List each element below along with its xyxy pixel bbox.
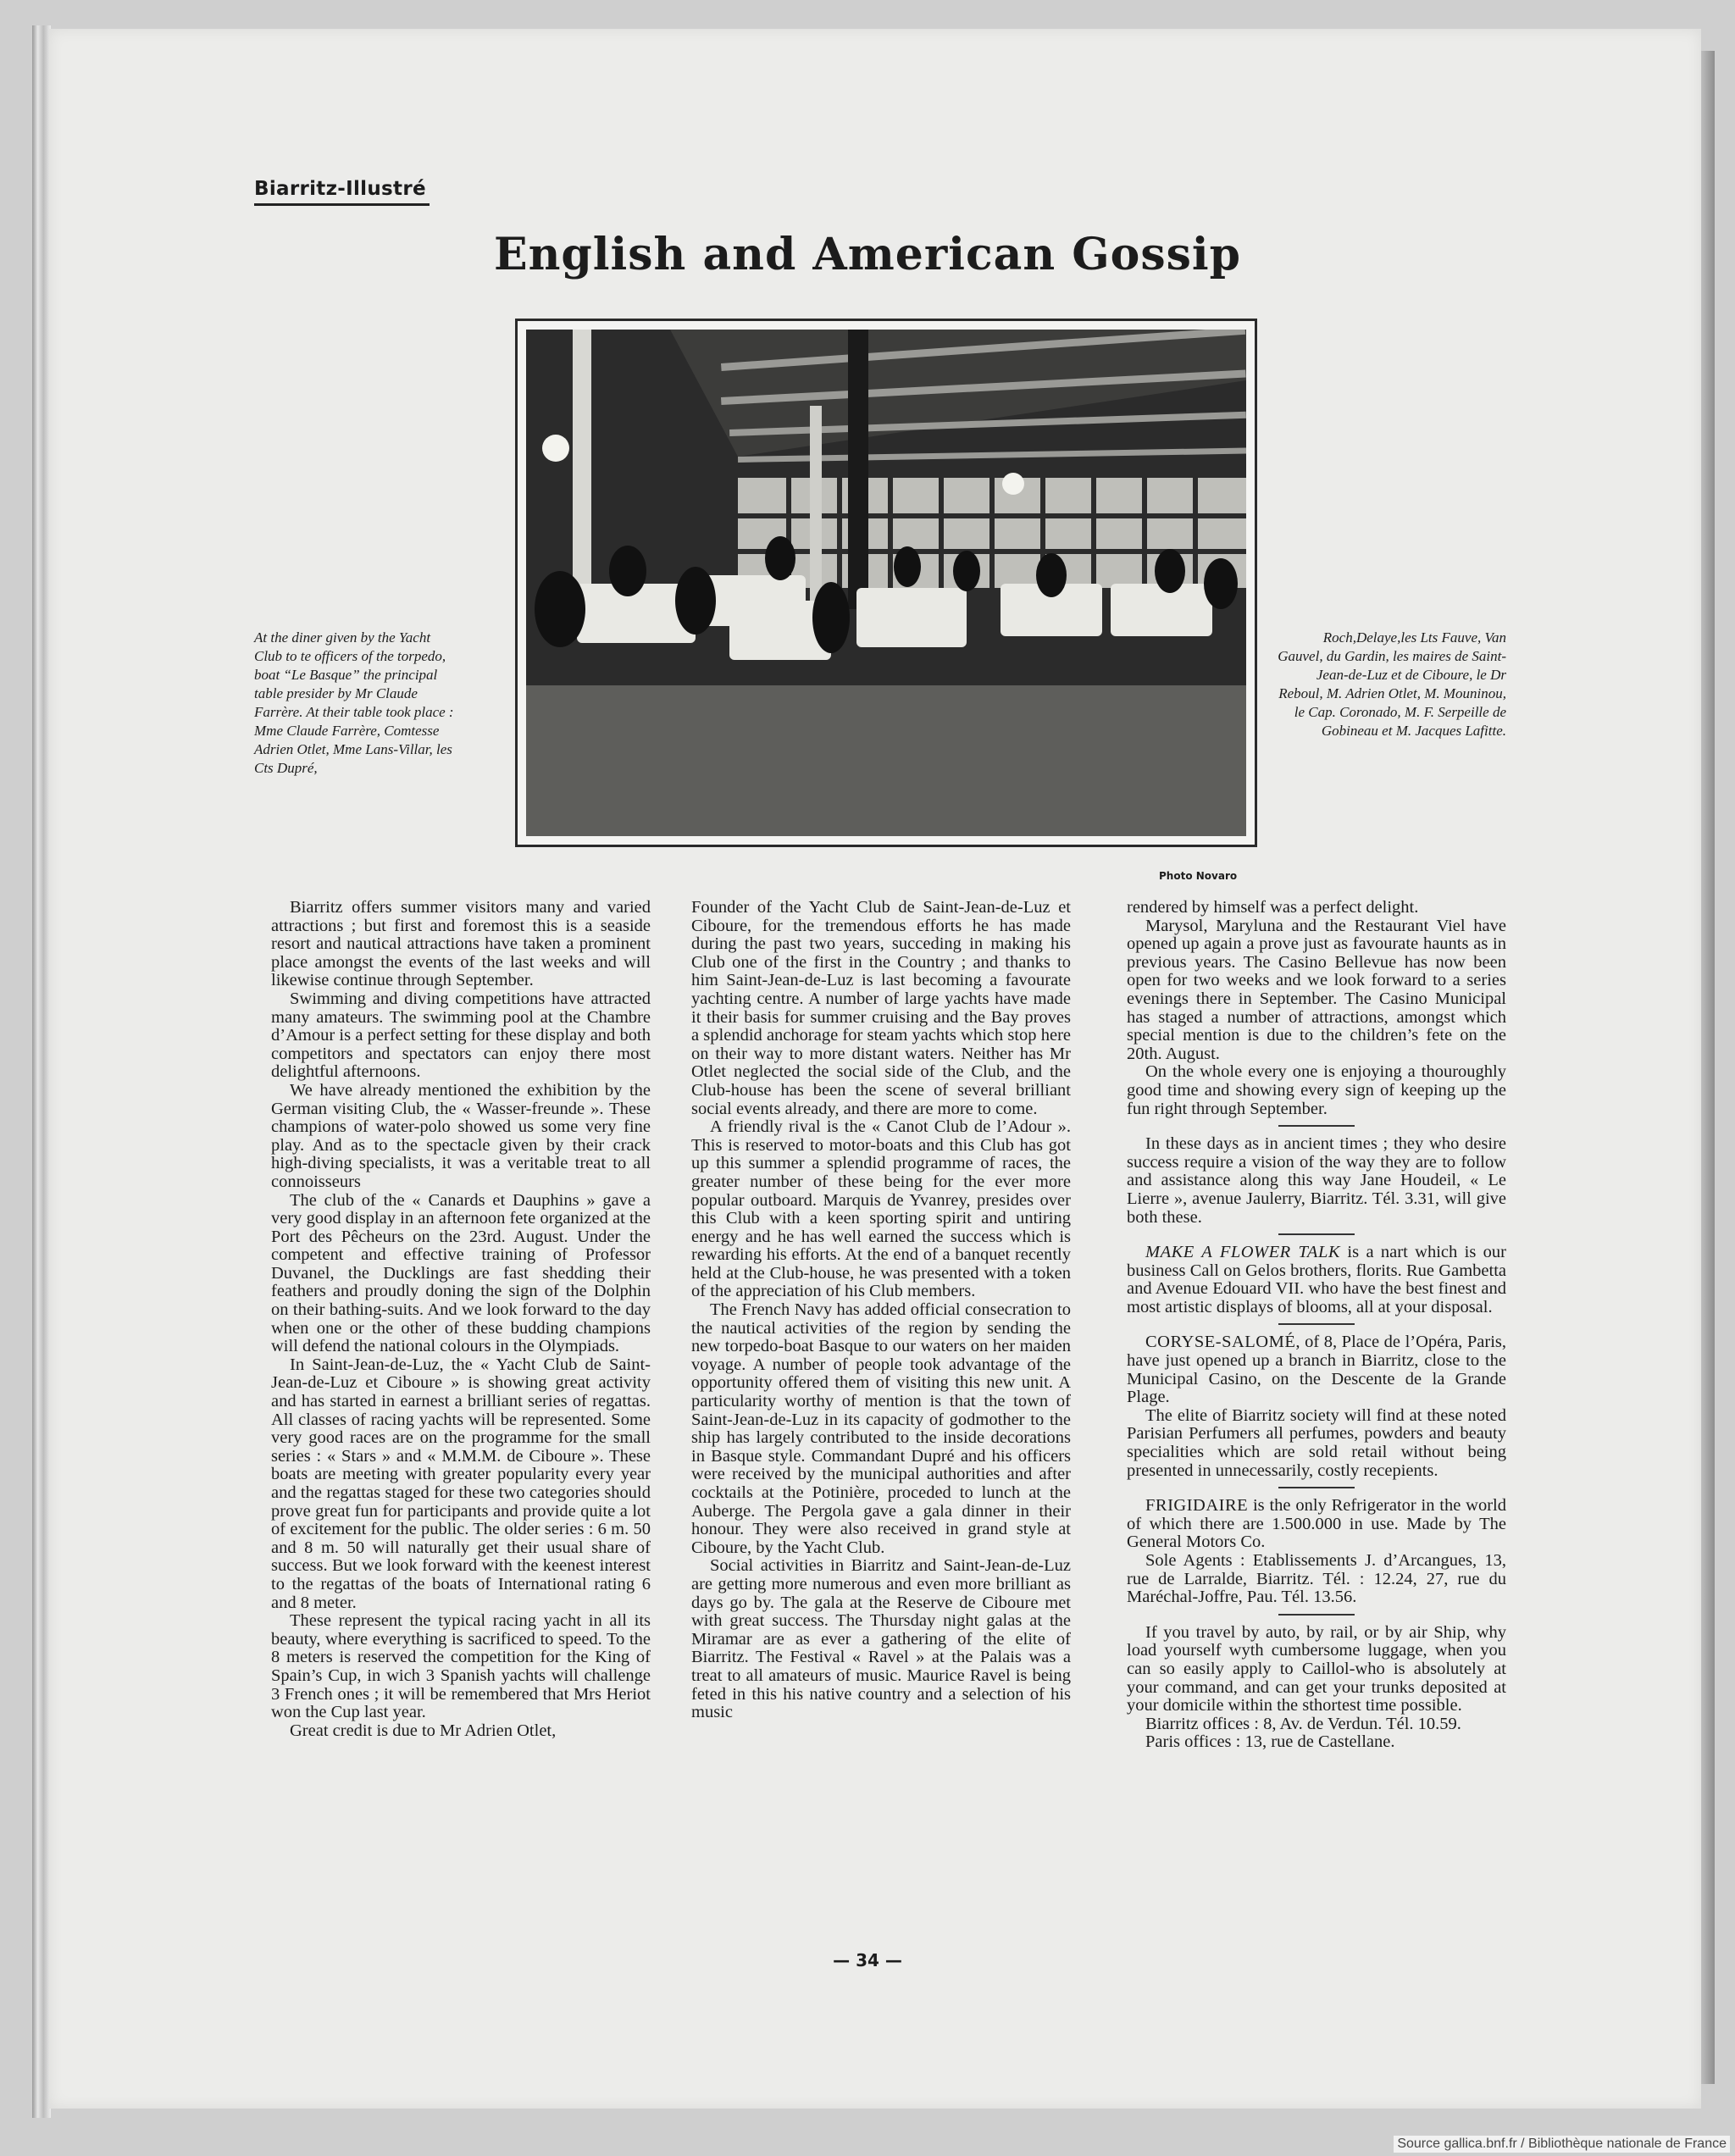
- section-divider: [1278, 1614, 1355, 1616]
- ad-le-lierre: In these days as in ancient times ; they who desire success require a vision of the way they are to follow and assistance along this way Jane Houdeil, « Le Lierre », avenue Jaulerry, Biarritz. Tél. 3.31, will give both these.: [1127, 1134, 1506, 1227]
- dark-post: [848, 330, 868, 609]
- headline: English and American Gossip: [493, 229, 1242, 280]
- photo-caption-right: Roch,Delaye,les Lts Fauve, Van Gauvel, du Gardin, les maires de Saint-Jean-de-Luz et de Ciboure, le Dr Reboul, M. Adrien Otlet, M. Mouninou, le Cap. Coronado, M. F. Serpeille de Gobineau et M. Jacques Lafitte.: [1278, 629, 1506, 739]
- ad-flowers: [1127, 1244, 1506, 1316]
- lamp-left: [542, 435, 569, 462]
- lamp-right: [1002, 473, 1024, 495]
- paragraph: The French Navy has added official consecration to the nautical activities of the region by sending the new torpedo-boat Basque to our waters on her maiden voyage. A number of people took advantage of the opportunity offered them of visiting this new unit. A particularity worthy of mention is that the town of Saint-Jean-de-Luz in its capacity of godmother to the ship has largely contributed to the inside decorations in Basque style. Commandant Dupré and his officers were received by the municipal authorities and after cocktails at the Potinière, proceded to lunch at the Auberge. The Pergola gave a gala dinner in their honour. They were also received in grand style at Ciboure, by the Yacht Club.: [691, 1300, 1071, 1557]
- ad-flowers-text: is a nart which is our business Call on Gelos brothers, florits. Rue Gambetta and Avenue Edouard VII. who have the best finest and most artistic displays of blooms, all at your disposal.: [1127, 1243, 1507, 1316]
- page-number: — 34 —: [833, 1950, 902, 1970]
- article-column-2: [691, 899, 1071, 1722]
- ad-flowers-lead: MAKE A FLOWER TALK: [1145, 1243, 1341, 1262]
- article-column-1: [271, 899, 651, 1740]
- ad-frigidaire-text: is the only Refrigerator in the world of which there are 1.500.000 in use. Made by The General Motors Co.: [1127, 1496, 1506, 1552]
- paragraph: Biarritz offices : 8, Av. de Verdun. Tél. 10.59.: [1145, 1714, 1461, 1733]
- paragraph: These represent the typical racing yacht in all its beauty, where everything is sacrificed to speed. To the 8 meters is reserved the competition for the King of Spain’s Cup, in wich 3 Spanish yachts will challenge 3 French ones ; it will be remembered that Mrs Heriot won the Cup last year.: [271, 1611, 651, 1722]
- paragraph: rendered by himself was a perfect delight.: [1127, 898, 1419, 917]
- paragraph: A friendly rival is the « Canot Club de l’Adour ». This is reserved to motor-boats and this Club has got up this summer a splendid programme of races, the greater number of these being for the ever more popular outboard. Marquis de Yvanrey, presides over this Club with a keen sporting spirit and untiring energy and he has well earned the success which is rewarding his efforts. At the end of a banquet recently held at the Club-house, he was presented with a token of the appreciation of his Club members.: [691, 1117, 1071, 1301]
- ad-coryse-text: , of 8, Place de l’Opéra, Paris, have just opened up a branch in Biarritz, close to the Municipal Casino, on the Descente de la Grande Plage.: [1127, 1333, 1506, 1407]
- ad-frigidaire: [1127, 1497, 1506, 1552]
- ad-caillol: If you travel by auto, by rail, or by air Ship, why load yourself wyth cumbersome luggage, when you can so easily apply to Caillol-who is absolutely at your command, and can get your trunks deposited at your domicile within the sthortest time possible.: [1127, 1622, 1506, 1715]
- section-divider: [1278, 1125, 1355, 1127]
- paragraph: Sole Agents : Etablissements J. d’Arcangues, 13, rue de Larralde, Biarritz. Tél. : 12.24, 27, rue du Maréchal-Joffre, Pau. Tél. 13.56.: [1127, 1551, 1506, 1607]
- ad-frigidaire-lead: FRIGIDAIRE: [1145, 1496, 1249, 1516]
- paragraph: Swimming and diving competitions have attracted many amateurs. The swimming pool at the Chambre d’Amour is a perfect setting for these display and both competitors and spectators can enjoy there most delightful afternoons.: [271, 989, 651, 1082]
- photo-credit: Photo Novaro: [1159, 870, 1238, 882]
- masthead: Biarritz-Illustré: [254, 178, 430, 206]
- section-divider: [1278, 1233, 1355, 1235]
- paragraph: On the whole every one is enjoying a thouroughly good time and showing every sign of keeping up the fun right through September.: [1127, 1062, 1506, 1118]
- paragraph: Great credit is due to Mr Adrien Otlet,: [290, 1721, 557, 1740]
- paragraph: Paris offices : 13, rue de Castellane.: [1145, 1732, 1395, 1752]
- paragraph: The club of the « Canards et Dauphins » gave a very good display in an afternoon fete organized at the Port des Pêcheurs on the 23rd. August. Under the competent and effective training of Professor Duvanel, the Ducklings are fast shedding their feathers and proudly doning the sign of the Dolphin on their bathing-suits. And we look forward to the day when one or the other of these budding champions will defend the national colours in the Olympiads.: [271, 1190, 651, 1356]
- paragraph: We have already mentioned the exhibition by the German visiting Club, the « Wasser-freunde ». These champions of water-polo showed us some very fine play. And as to the spectacle given by their crack high-diving specialists, it was a veritable treat to all connoisseurs: [271, 1080, 651, 1191]
- photo-frame: [515, 319, 1257, 847]
- banquet-photo: [526, 330, 1246, 836]
- paragraph: Founder of the Yacht Club de Saint-Jean-de-Luz et Ciboure, for the tremendous efforts he has made during the past two years, succeding in making his Club one of the first in the Country ; and thanks to him Saint-Jean-de-Luz is last becoming a favourate yachting centre. A number of large yachts have made it their basis for summer cruising and the Bay proves a splendid anchorage for steam yachts which stop here on their way to more distant waters. Neither has Mr Otlet neglected the social side of the Club, and the Club-house has been the scene of several brilliant social events already, and there are more to come.: [691, 898, 1071, 1118]
- page-edge-left: [32, 25, 51, 2118]
- ad-coryse-lead: CORYSE-SALOMÉ: [1145, 1333, 1296, 1352]
- paragraph: The elite of Biarritz society will find at these noted Parisian Perfumers all perfumes, powders and beauty specialities which are sold retail without being presented in unnecessarily, costly recepients.: [1127, 1405, 1506, 1480]
- page-edge-right: [1701, 51, 1715, 2084]
- article-column-3: [1127, 899, 1506, 1752]
- photo-caption-left: At the diner given by the Yacht Club to te officers of the torpedo, boat “Le Basque” the principal table presider by Mr Claude Farrère. At their table took place : Mme Claude Farrère, Comtesse Adrien Otlet, Mme Lans-Villar, les Cts Dupré,: [254, 629, 454, 776]
- section-divider: [1278, 1487, 1355, 1488]
- center-post: [810, 406, 822, 609]
- paragraph: Biarritz offers summer visitors many and varied attractions ; but first and foremost this is a seaside resort and nautical attractions have taken a prominent place amongst the events of the last weeks and will likewise continue through September.: [271, 898, 651, 990]
- paragraph: Social activities in Biarritz and Saint-Jean-de-Luz are getting more numerous and even more brilliant as days go by. The gala at the Reserve de Ciboure met with great success. The Thursday night galas at the Miramar are as ever a gathering of the elite of Biarritz. The Festival « Ravel » at the Palais was a treat to all amateurs of music. Maurice Ravel is being feted in this his native country and a selection of his music: [691, 1556, 1071, 1722]
- ad-coryse: [1127, 1333, 1506, 1406]
- paragraph: In Saint-Jean-de-Luz, the « Yacht Club de Saint-Jean-de-Luz et Ciboure » is showing great activity and has started in earnest a brilliant series of regattas. All classes of racing yachts will be represented. Some very good races are on the programme for the small series : « Stars » and « M.M.M. de Ciboure ». These boats are meeting with greater popularity every year and the regattas staged for these two categories should prove great fun for participants and provide quite a lot of excitement for the public. The older series : 6 m. 50 and 8 m. 50 will naturally get their usual share of success. But we look forward with the keenest interest to the regattas of the boats of International rating 6 and 8 meter.: [271, 1355, 651, 1612]
- source-note: Source gallica.bnf.fr / Bibliothèque nationale de France: [1394, 2136, 1730, 2153]
- paragraph: Marysol, Maryluna and the Restaurant Viel have opened up again a prove just as favourate haunts as in previous years. The Casino Bellevue has now been open for two weeks and we look forward to a series evenings there in September. The Casino Municipal has staged a number of attractions, amongst which special mention is due to the children’s fete on the 20th. August.: [1127, 916, 1506, 1063]
- section-divider: [1278, 1323, 1355, 1325]
